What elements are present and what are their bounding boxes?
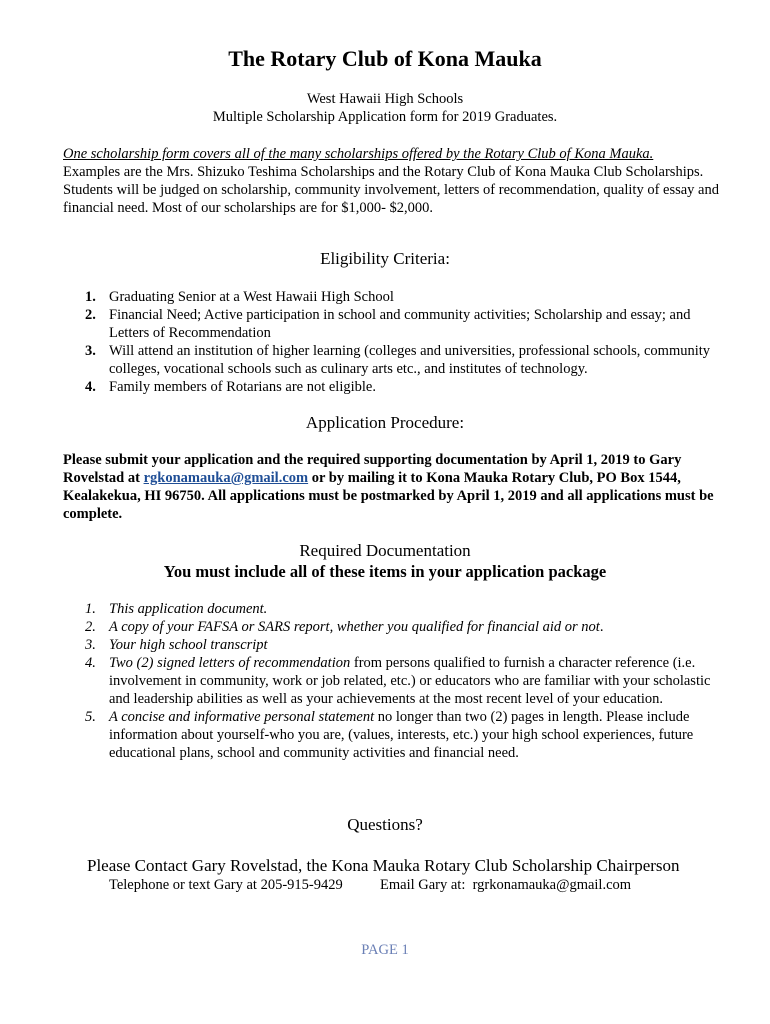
list-item — [63, 342, 723, 378]
item-italic-text: Your high school transcript — [109, 637, 268, 653]
item-text: Financial Need; Active participation in school and community activities; Scholarship and essay; and Letters of Recommendation — [109, 307, 691, 341]
list-item — [63, 306, 723, 342]
required-subheading: You must include all of these items in your application package — [163, 562, 607, 581]
document-title: The Rotary Club of Kona Mauka — [228, 46, 542, 71]
item-number: 2. — [85, 619, 96, 635]
item-italic-text: A copy of your FAFSA or SARS report, whether you qualified for financial aid or not — [109, 619, 600, 635]
item-text: from persons qualified to furnish a character reference (i.e. involvement in community, work or job related, etc.) or educators who are familiar with your scholastic and leadership abilities as well as your achievements at the most recent level of your education. — [109, 655, 711, 707]
eligibility-list — [63, 288, 723, 396]
list-item — [63, 618, 723, 636]
item-text: no longer than two (2) pages in length. Please include information about yourself-who you are, (values, interests, etc.) your high school experiences, future educational plans, school and community activities and financial need. — [109, 709, 694, 761]
procedure-text-end: or by mailing it to Kona Mauka Rotary Club, PO Box 1544, Kealakekua, HI 96750. All applications must be postmarked by April 1, 2019 and all applications must be complete. — [63, 470, 714, 522]
list-item — [63, 708, 723, 762]
item-number: 1. — [85, 289, 96, 305]
item-number: 4. — [85, 379, 96, 395]
intro-underlined: One scholarship form covers all of the many scholarships offered by the Rotary Club of Kona Mauka. — [63, 146, 654, 162]
procedure-heading: Application Procedure: — [305, 413, 465, 432]
item-number: 3. — [85, 637, 96, 653]
item-number: 1. — [85, 601, 96, 617]
eligibility-heading: Eligibility Criteria: — [320, 249, 450, 268]
item-number: 5. — [85, 709, 96, 725]
item-italic-text: A concise and informative personal statement — [109, 709, 375, 725]
required-heading: Required Documentation — [299, 541, 471, 560]
email-link[interactable]: rgkonamauka@gmail.com — [143, 470, 309, 486]
list-item — [63, 378, 723, 396]
list-item — [63, 654, 723, 708]
item-italic-text: Two (2) signed letters of recommendation — [109, 655, 351, 671]
contact-phone: Telephone or text Gary at 205-915-9429 — [109, 877, 343, 893]
page-number: PAGE 1 — [361, 942, 409, 958]
procedure-text-start: Please submit your application and the required supporting documentation by April 1, 2019 to Gary Rovelstad at — [63, 452, 682, 486]
subtitle-form: Multiple Scholarship Application form for 2019 Graduates. — [212, 109, 558, 125]
subtitle-schools: West Hawaii High Schools — [306, 91, 464, 107]
item-text: . — [599, 619, 604, 635]
list-item — [63, 636, 723, 654]
intro-body: Examples are the Mrs. Shizuko Teshima Scholarships and the Rotary Club of Kona Mauka Club Scholarships. Students will be judged on scholarship, community involvement, letters of recommendation, quality of essay and financial need. Most of our scholarships are for $1,000- $2,000. — [63, 164, 719, 216]
contact-email: Email Gary at: rgrkonamauka@gmail.com — [380, 877, 632, 893]
procedure-paragraph — [63, 451, 723, 523]
item-text: Family members of Rotarians are not eligible. — [109, 379, 376, 395]
item-text: Graduating Senior at a West Hawaii High School — [109, 289, 394, 305]
item-text: Will attend an institution of higher learning (colleges and universities, professional schools, community colleges, vocational schools such as culinary arts etc., and institutes of technology. — [109, 343, 711, 377]
required-list — [63, 600, 723, 762]
list-item — [63, 288, 723, 306]
questions-heading: Questions? — [347, 815, 423, 834]
item-number: 2. — [85, 307, 96, 323]
item-italic-text: This application document. — [109, 601, 268, 617]
list-item — [63, 600, 723, 618]
intro-paragraph — [63, 145, 723, 217]
item-number: 4. — [85, 655, 96, 671]
item-number: 3. — [85, 343, 96, 359]
contact-line: Please Contact Gary Rovelstad, the Kona Mauka Rotary Club Scholarship Chairperson — [87, 856, 680, 875]
